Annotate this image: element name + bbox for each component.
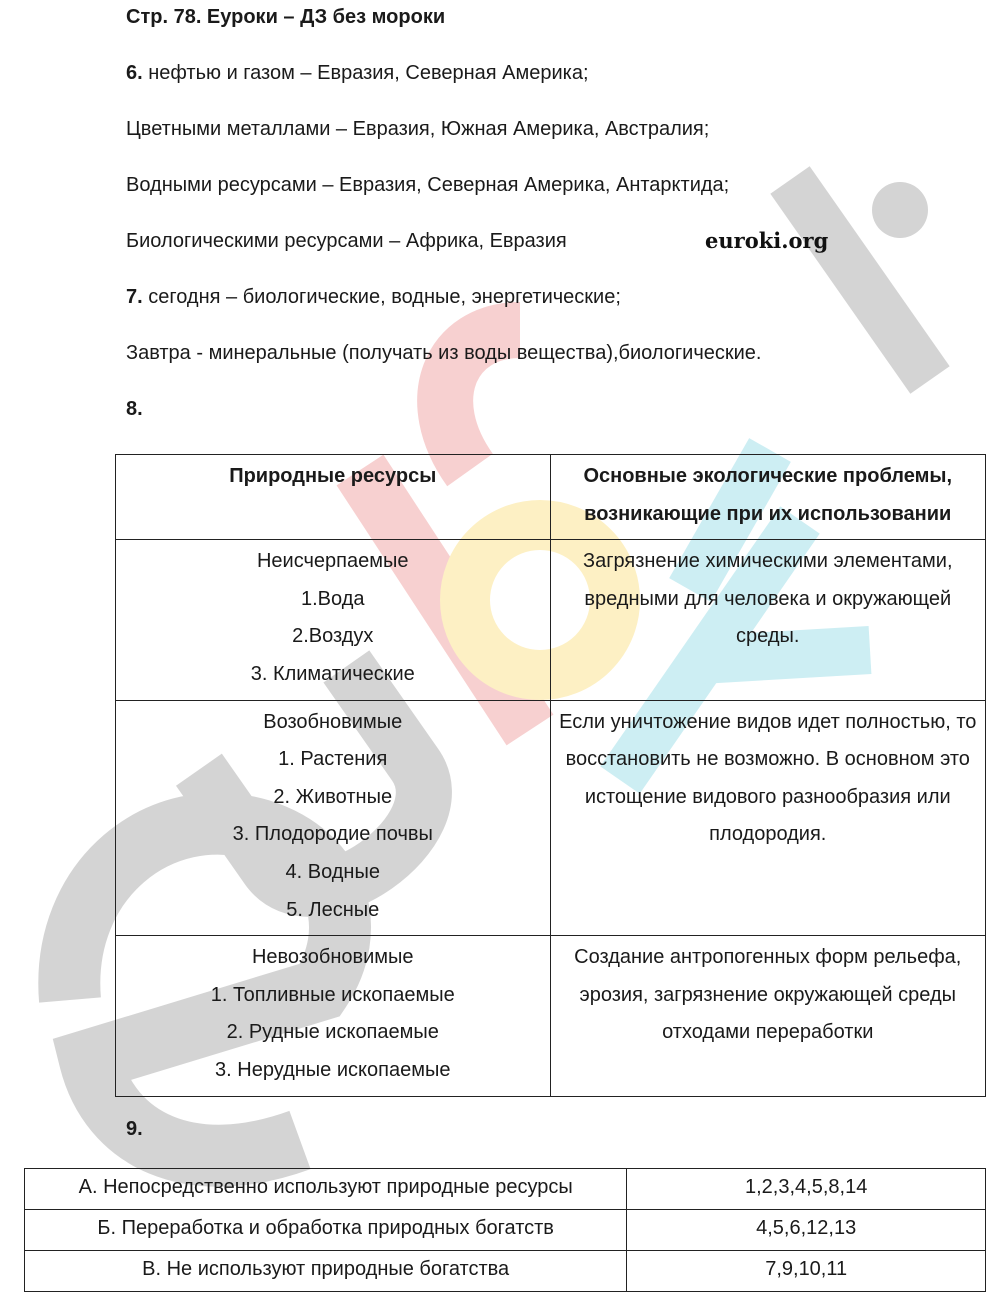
resource-line: Невозобновимые [251, 946, 414, 969]
table-row [116, 936, 986, 1096]
resource-line: 2. Животные [273, 785, 393, 808]
table-row [25, 1210, 986, 1251]
problems-cell: Создание антропогенных форм рельефа, эрозия, загрязнение окружающей среды отходами переработки [550, 936, 986, 1096]
resource-line: 2. Рудные ископаемые [226, 1021, 439, 1044]
resource-line: Неисчерпаемые [256, 550, 409, 573]
page-title: Стр. 78. Еуроки – ДЗ без мороки [126, 6, 446, 28]
numbers-cell: 4,5,6,12,13 [627, 1210, 986, 1251]
category-cell: В. Не используют природные богатства [25, 1251, 627, 1292]
resources-cell [116, 540, 551, 700]
resources-cell [116, 936, 551, 1096]
resource-line: 1. Растения [278, 748, 388, 771]
q6-line-3: Водными ресурсами – Евразия, Северная Америка, Антарктида; [126, 174, 730, 196]
resources-table [115, 454, 986, 1097]
q9-number: 9. [126, 1118, 143, 1140]
q7-line-1 [126, 286, 621, 309]
header-resources: Природные ресурсы [116, 455, 551, 540]
resource-line: 1. Топливные ископаемые [210, 983, 455, 1006]
economy-table [24, 1168, 986, 1292]
q7-number: 7. [126, 286, 143, 308]
resource-line: 4. Водные [285, 860, 380, 883]
numbers-cell: 1,2,3,4,5,8,14 [627, 1169, 986, 1210]
q6-line-1 [126, 62, 589, 85]
q7-line-2: Завтра - минеральные (получать из воды вещества),биологические. [126, 342, 762, 364]
resource-line: 5. Лесные [286, 898, 380, 921]
resource-line: 3. Плодородие почвы [232, 823, 433, 846]
problems-cell: Если уничтожение видов идет полностью, то восстановить не возможно. В основном это истощение видового разнообразия или плодородия. [550, 700, 986, 936]
resources-cell [116, 700, 551, 936]
q7-text-1: сегодня – биологические, водные, энергетические; [148, 286, 621, 308]
category-cell: Б. Переработка и обработка природных богатств [25, 1210, 627, 1251]
resource-line: Возобновимые [263, 710, 403, 733]
resource-line: 2.Воздух [292, 625, 374, 648]
table-header-row [116, 455, 986, 540]
table-row [116, 700, 986, 936]
table-row [116, 540, 986, 700]
watermark-site-text: euroki.org [705, 228, 829, 253]
q6-text-1: нефтью и газом – Евразия, Северная Америка; [148, 62, 589, 84]
table-row [25, 1251, 986, 1292]
problems-cell: Загрязнение химическими элементами, вредными для человека и окружающей среды. [550, 540, 986, 700]
table-row [25, 1169, 986, 1210]
resource-line: 3. Климатические [250, 662, 415, 685]
q6-line-2: Цветными металлами – Евразия, Южная Америка, Австралия; [126, 118, 710, 140]
q8-number: 8. [126, 398, 143, 420]
category-cell: А. Непосредственно используют природные ресурсы [25, 1169, 627, 1210]
numbers-cell: 7,9,10,11 [627, 1251, 986, 1292]
resource-line: 1.Вода [301, 587, 365, 610]
q6-number: 6. [126, 62, 143, 84]
header-problems: Основные экологические проблемы, возникающие при их использовании [550, 455, 986, 540]
q6-line-4: Биологическими ресурсами – Африка, Евразия [126, 230, 567, 252]
resource-line: 3. Нерудные ископаемые [215, 1058, 451, 1081]
